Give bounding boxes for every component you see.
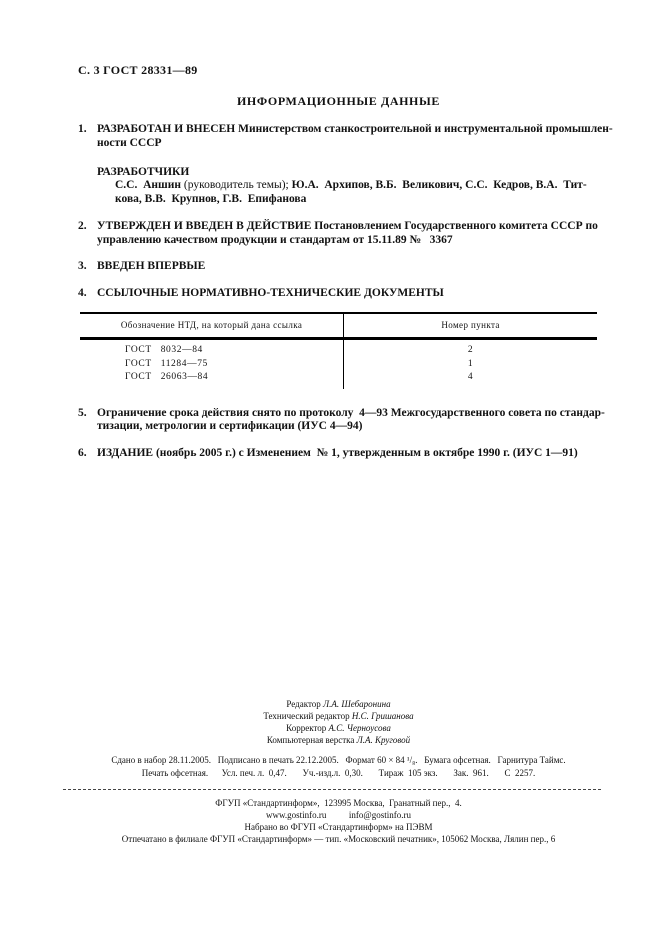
section-5-number: 5. (78, 406, 87, 419)
developer-lead-role: (руководитель темы); (183, 179, 292, 191)
section-4 (78, 287, 599, 301)
table-header (80, 313, 597, 339)
section-3-number: 3. (78, 260, 87, 272)
editor-name: Л.А. Круговой (356, 735, 411, 745)
section-1-number: 1. (78, 123, 87, 135)
developers-list (115, 179, 599, 206)
section-3-text (97, 260, 599, 274)
editor-role: Технический редактор (263, 711, 352, 721)
table-cell-punkt: 1 (467, 358, 474, 369)
editor-role: Корректор (286, 723, 329, 733)
page-header: С. 3 ГОСТ 28331—89 (78, 63, 198, 77)
editor-name: Л.А. Шебаронина (323, 699, 391, 709)
section-1-line-2: ности СССР (97, 136, 162, 149)
publisher-address: ФГУП «Стандартинформ», 123995 Москва, Гранатный пер., 4. (215, 798, 462, 808)
section-2-text (97, 220, 599, 247)
editors-block (78, 698, 599, 746)
publisher-printed: Отпечатано в филиале ФГУП «Стандартинформ» — тип. «Московский печатник», 105062 Москва, Лялин пер., 6 (121, 834, 556, 844)
editor-role: Компьютерная верстка (266, 735, 357, 745)
developers-line-2: кова, В.В. Крупнов, Г.В. Епифанова (115, 192, 307, 205)
table-row (80, 339, 597, 358)
section-5-line-1: Ограничение срока действия снято по протоколу 4—93 Межгосударственного совета по стандар- (97, 406, 605, 419)
table-cell-punkt: 4 (467, 372, 474, 382)
section-1-text (97, 123, 613, 150)
section-2-line-2: управлению качеством продукции и стандартам от 15.11.89 № 3367 (97, 233, 453, 246)
table-cell-ntd: ГОСТ 26063—84 (80, 371, 344, 389)
publisher-typeset: Набрано во ФГУП «Стандартинформ» на ПЭВМ (244, 822, 433, 832)
section-1 (78, 123, 613, 150)
editor-name: Н.С. Гришанова (351, 711, 414, 721)
section-6 (78, 447, 599, 461)
editor-name: А.С. Черноусова (328, 723, 391, 733)
section-6-line-1: ИЗДАНИЕ (ноябрь 2005 г.) с Изменением № 1, утвержденным в октябре 1990 г. (ИУС 1—91) (97, 446, 578, 459)
section-2-line-1: УТВЕРЖДЕН И ВВЕДЕН В ДЕЙСТВИЕ Постановлением Государственного комитета СССР по (97, 220, 598, 232)
section-2-number: 2. (78, 220, 87, 232)
developers-heading: РАЗРАБОТЧИКИ (97, 166, 190, 178)
publisher-block (78, 797, 599, 845)
section-5-text (97, 407, 605, 434)
print-info-block (78, 754, 599, 780)
table-row (80, 358, 597, 372)
section-6-text (97, 447, 599, 461)
dashed-separator (63, 789, 601, 790)
section-5-line-2: тизации, метрологии и сертификации (ИУС 4—94) (97, 420, 363, 432)
section-6-number: 6. (78, 446, 87, 459)
developers-names-rest: Ю.А. Архипов, В.Б. Великович, С.С. Кедров, В.А. Тит- (291, 179, 587, 191)
editor-line (78, 698, 599, 710)
editor-line (78, 734, 599, 746)
section-5 (78, 406, 605, 434)
table-cell-ntd: ГОСТ 11284—75 (80, 358, 344, 372)
document-title: ИНФОРМАЦИОННЫЕ ДАННЫЕ (237, 94, 440, 108)
developers-line-1 (115, 179, 599, 193)
table-cell-punkt: 2 (467, 345, 474, 355)
editor-line (78, 722, 599, 734)
print-info-line-2: Печать офсетная. Усл. печ. л. 0,47. Уч.-изд.л. 0,30. Тираж 105 экз. Зак. 961. С 2257. (141, 768, 536, 778)
colophon (78, 698, 599, 845)
table-row (80, 371, 597, 389)
publisher-contacts: www.gostinfo.ru info@gostinfo.ru (266, 810, 411, 820)
section-4-text (97, 287, 599, 301)
editor-role: Редактор (286, 699, 324, 709)
editor-line (78, 710, 599, 722)
section-3-line-1: ВВЕДЕН ВПЕРВЫЕ (97, 260, 206, 272)
table-cell-ntd: ГОСТ 8032—84 (80, 339, 344, 358)
developer-lead-name: С.С. Аншин (115, 179, 184, 191)
table-header-ntd: Обозначение НТД, на который дана ссылка (80, 313, 344, 339)
section-4-number: 4. (78, 286, 87, 299)
print-info-line-1: Сдано в набор 28.11.2005. Подписано в печать 22.12.2005. Формат 60 × 84 ¹/₈. Бумага офсетная. Гарнитура Таймс. (111, 755, 566, 765)
section-3 (78, 260, 599, 274)
reference-documents-table (80, 312, 597, 389)
section-4-line-1: ССЫЛОЧНЫЕ НОРМАТИВНО-ТЕХНИЧЕСКИЕ ДОКУМЕНТЫ (97, 286, 444, 299)
section-2 (78, 220, 599, 247)
section-1-line-1: РАЗРАБОТАН И ВНЕСЕН Министерством станкостроительной и инструментальной промышлен- (97, 123, 613, 135)
table-header-punkt: Номер пункта (344, 313, 597, 339)
